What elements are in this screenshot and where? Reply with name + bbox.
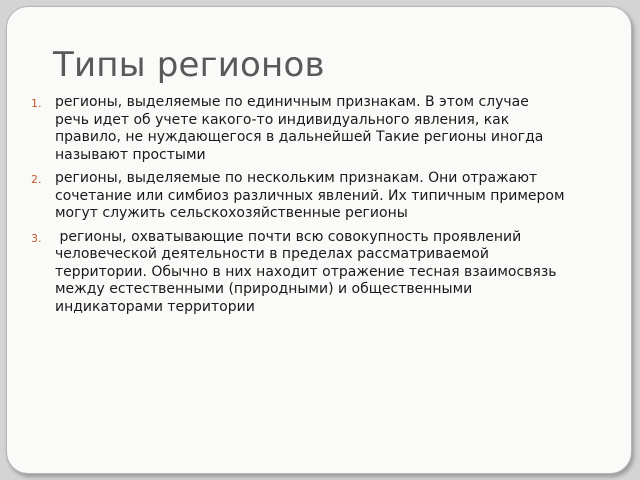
list-item-text: регионы, выделяемые по единичным признакам. В этом случае речь идет об учете какого-то индивидуального явления, как правило, не нуждающегося в дальнейшей Такие регионы иногда называют простыми: [55, 94, 544, 163]
numbered-list: [7, 94, 567, 322]
slide-title: Типы регионов: [53, 45, 325, 85]
list-item-number: 2.: [31, 173, 42, 186]
list-item-text: регионы, охватывающие почти всю совокупность проявлений человеческой деятельности в пределах рассматриваемой территории. Обычно в них находит отражение тесная взаимосвязь между естественными (природными) и общественными индикаторами территории: [55, 228, 561, 315]
list-item: [7, 229, 567, 317]
list-item-number: 3.: [31, 231, 42, 245]
slide: [6, 6, 632, 474]
list-item: [7, 170, 567, 223]
list-item-number: 1.: [31, 97, 42, 110]
list-item-text: регионы, выделяемые по нескольким признакам. Они отражают сочетание или симбиоз различных явлений. Их типичным примером могут служить сельскохозяйственные регионы: [55, 170, 565, 221]
list-item: [7, 94, 567, 164]
